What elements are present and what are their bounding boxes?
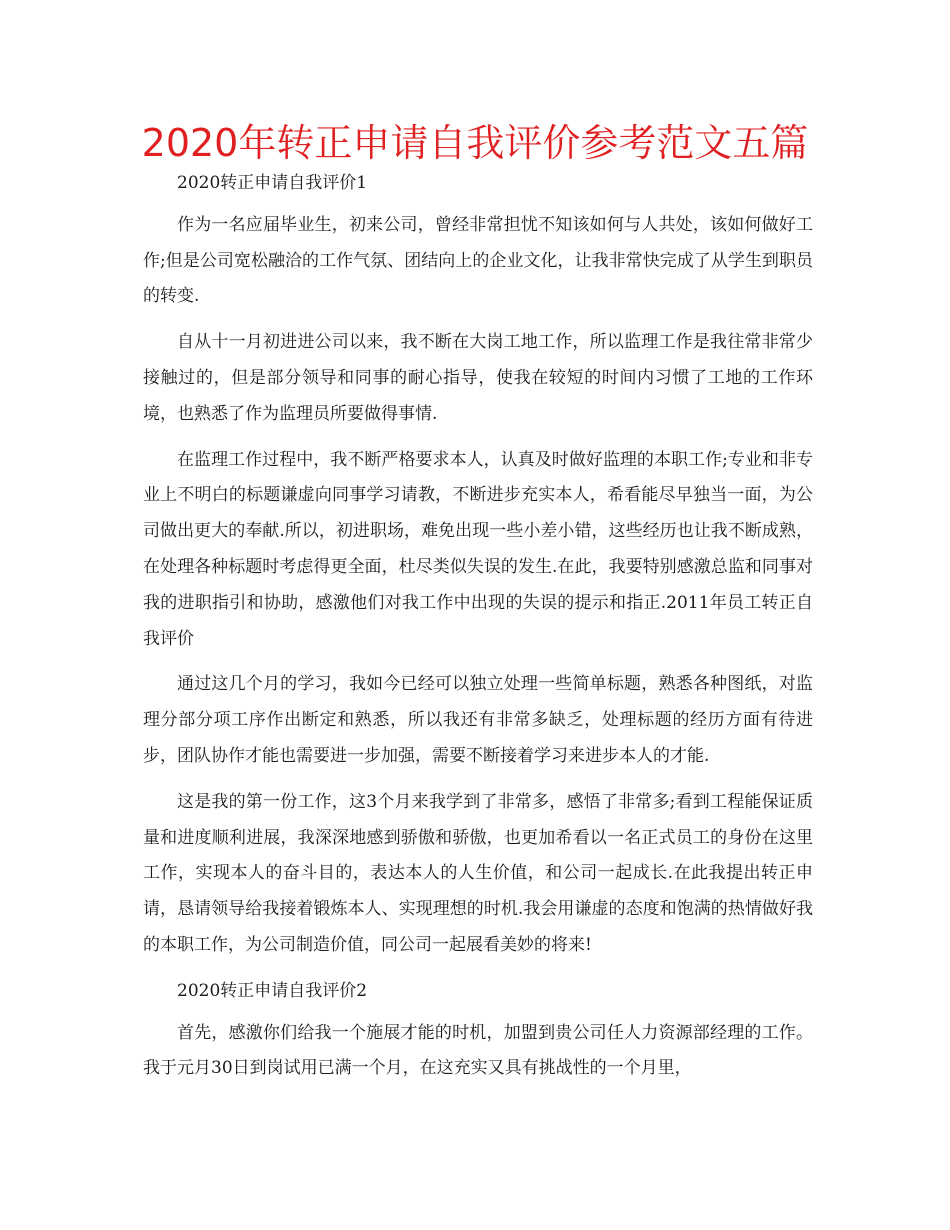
paragraph: 通过这几个月的学习，我如今已经可以独立处理一些简单标题，熟悉各种图纸，对监理分部分项工序作出断定和熟悉，所以我还有非常多缺乏，处理标题的经历方面有待进步，团队协作才能也需要进一步加强，需要不断接着学习来进步本人的才能.: [143, 674, 813, 766]
paragraph: 首先，感激你们给我一个施展才能的时机，加盟到贵公司任人力资源部经理的工作。 我于元月30日到岗试用已满一个月，在这充实又具有挑战性的一个月里，: [143, 1022, 813, 1079]
paragraph: 在监理工作过程中，我不断严格要求本人，认真及时做好监理的本职工作;专业和非专业上不明白的标题谦虚向同事学习请教，不断进步充实本人，希看能尽早独当一面，为公司做出更大的奉献.所以，初进职场，难免出现一些小差小错，这些经历也让我不断成熟，在处理各种标题时考虑得更全面，杜尽类似失误的发生.在此，我要特别感激总监和同事对我的进职指引和协助，感激他们对我工作中出现的失误的提示和指正.2011年员工转正自我评价: [143, 449, 813, 649]
paragraph: 这是我的第一份工作，这3个月来我学到了非常多，感悟了非常多;看到工程能保证质量和进度顺利进展，我深深地感到骄傲和骄傲，也更加希看以一名正式员工的身份在这里工作，实现本人的奋斗目的，表达本人的人生价值，和公司一起成长.在此我提出转正申请，恳请领导给我接着锻炼本人、实现理想的时机.我会用谦虚的态度和饱满的热情做好我的本职工作，为公司制造价值，同公司一起展看美妙的将来!: [143, 791, 813, 955]
document-body: [143, 166, 813, 1097]
document-title: 2020年转正申请自我评价参考范文五篇: [141, 121, 809, 165]
paragraph: 自从十一月初进进公司以来，我不断在大岗工地工作，所以监理工作是我往常非常少接触过的，但是部分领导和同事的耐心指导，使我在较短的时间内习惯了工地的工作环境，也熟悉了作为监理员所要做得事情.: [143, 332, 813, 424]
paragraph: 作为一名应届毕业生，初来公司，曾经非常担忧不知该如何与人共处，该如何做好工作;但是公司宽松融洽的工作气氛、团结向上的企业文化，让我非常快完成了从学生到职员的转变.: [143, 214, 813, 307]
section-heading-1: 2020转正申请自我评价1: [177, 173, 368, 193]
section-heading-2: 2020转正申请自我评价2: [177, 980, 368, 1001]
